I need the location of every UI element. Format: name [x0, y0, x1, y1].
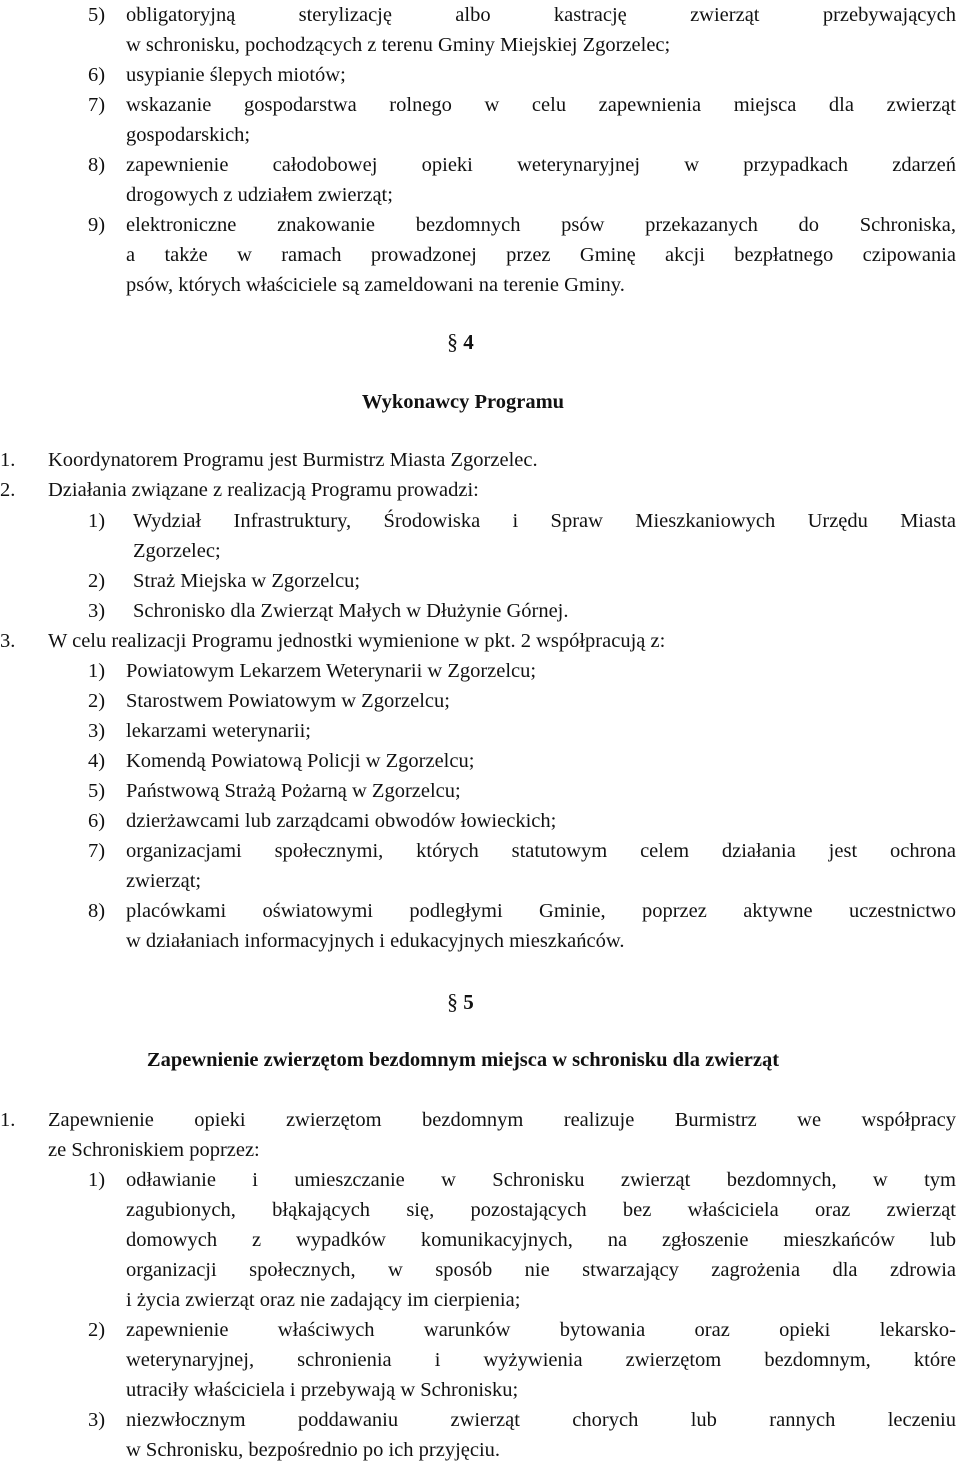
- point-text: Zapewnienie opieki zwierzętom bezdomnym realizuje Burmistrz we współpracy: [48, 1109, 956, 1131]
- section-number: [447, 987, 474, 1017]
- point-number: 2.: [0, 479, 16, 501]
- sub-item-number: 8): [88, 900, 106, 922]
- section-number: [447, 327, 474, 357]
- sub-item-line: zapewnienie właściwych warunków bytowania oraz opieki lekarsko-: [126, 1319, 956, 1341]
- section-title: Wykonawcy Programu: [361, 391, 565, 413]
- sub-item-line: placówkami oświatowymi podległymi Gminie, poprzez aktywne uczestnictwo: [126, 900, 956, 922]
- sub-item-line: zwierząt;: [126, 870, 202, 892]
- sub-item-number: 3): [88, 1409, 106, 1431]
- list-item-line: wskazanie gospodarstwa rolnego w celu zapewnienia miejsca dla zwierząt: [126, 94, 956, 116]
- sub-item-line: Wydział Infrastruktury, Środowiska i Spraw Mieszkaniowych Urzędu Miasta: [133, 510, 956, 532]
- list-item-line: w schronisku, pochodzących z terenu Gminy Miejskiej Zgorzelec;: [126, 34, 671, 56]
- section-symbol: §: [447, 329, 458, 354]
- sub-item-number: 6): [88, 810, 106, 832]
- list-item-line: elektroniczne znakowanie bezdomnych psów przekazanych do Schroniska,: [126, 214, 956, 236]
- point-text: Działania związane z realizacją Programu prowadzi:: [48, 479, 479, 501]
- sub-item-number: 5): [88, 780, 106, 802]
- sub-item-line: Starostwem Powiatowym w Zgorzelcu;: [126, 690, 450, 712]
- section-title: Zapewnienie zwierzętom bezdomnym miejsca w schronisku dla zwierząt: [146, 1049, 780, 1071]
- sub-item-line: weterynaryjnej, schronienia i wyżywienia zwierzętom bezdomnym, które: [126, 1349, 956, 1371]
- sub-item-line: utraciły właściciela i przebywają w Schronisku;: [126, 1379, 519, 1401]
- sub-item-number: 1): [88, 510, 106, 532]
- list-item-line: a także w ramach prowadzonej przez Gminę akcji bezpłatnego czipowania: [126, 244, 956, 266]
- sub-item-line: lekarzami weterynarii;: [126, 720, 311, 742]
- sub-item-number: 2): [88, 690, 106, 712]
- section-number-value: 4: [463, 330, 474, 354]
- sub-item-number: 3): [88, 720, 106, 742]
- sub-item-line: Państwową Strażą Pożarną w Zgorzelcu;: [126, 780, 461, 802]
- section-symbol: §: [447, 989, 458, 1014]
- sub-item-line: organizacjami społecznymi, których statutowym celem działania jest ochrona: [126, 840, 956, 862]
- list-item-number: 9): [88, 214, 106, 236]
- list-item-line: psów, których właściciele są zameldowani na terenie Gminy.: [126, 274, 625, 296]
- list-item-line: gospodarskich;: [126, 124, 251, 146]
- list-item-number: 8): [88, 154, 106, 176]
- point-text: W celu realizacji Programu jednostki wymienione w pkt. 2 współpracują z:: [48, 630, 666, 652]
- list-item-number: 7): [88, 94, 106, 116]
- sub-item-line: i życia zwierząt oraz nie zadający im cierpienia;: [126, 1289, 521, 1311]
- sub-item-number: 2): [88, 1319, 106, 1341]
- point-number: 1.: [0, 1109, 16, 1131]
- sub-item-number: 1): [88, 1169, 106, 1191]
- sub-item-number: 4): [88, 750, 106, 772]
- sub-item-line: dzierżawcami lub zarządcami obwodów łowieckich;: [126, 810, 557, 832]
- sub-item-number: 3): [88, 600, 106, 622]
- sub-item-number: 7): [88, 840, 106, 862]
- point-number: 1.: [0, 449, 16, 471]
- section-number-value: 5: [463, 990, 474, 1014]
- sub-item-line: organizacji społecznych, w sposób nie stwarzający zagrożenia dla zdrowia: [126, 1259, 956, 1281]
- sub-item-line: Powiatowym Lekarzem Weterynarii w Zgorzelcu;: [126, 660, 537, 682]
- sub-item-line: Schronisko dla Zwierząt Małych w Dłużynie Górnej.: [133, 600, 569, 622]
- point-number: 3.: [0, 630, 16, 652]
- sub-item-line: w działaniach informacyjnych i edukacyjnych mieszkańców.: [126, 930, 625, 952]
- list-item-line: drogowych z udziałem zwierząt;: [126, 184, 393, 206]
- sub-item-line: zagubionych, błąkających się, pozostających bez właściciela oraz zwierząt: [126, 1199, 956, 1221]
- list-item-line: obligatoryjną sterylizację albo kastrację zwierząt przebywających: [126, 4, 956, 26]
- list-item-line: zapewnienie całodobowej opieki weterynaryjnej w przypadkach zdarzeń: [126, 154, 956, 176]
- sub-item-line: domowych z wypadków komunikacyjnych, na zgłoszenie mieszkańców lub: [126, 1229, 956, 1251]
- point-text: Koordynatorem Programu jest Burmistrz Miasta Zgorzelec.: [48, 449, 538, 471]
- sub-item-line: Straż Miejska w Zgorzelcu;: [133, 570, 361, 592]
- sub-item-number: 2): [88, 570, 106, 592]
- list-item-line: usypianie ślepych miotów;: [126, 64, 346, 86]
- sub-item-line: odławianie i umieszczanie w Schronisku zwierząt bezdomnych, w tym: [126, 1169, 956, 1191]
- list-item-number: 6): [88, 64, 106, 86]
- point-text: ze Schroniskiem poprzez:: [48, 1139, 260, 1161]
- list-item-number: 5): [88, 4, 106, 26]
- sub-item-line: w Schronisku, bezpośrednio po ich przyjęciu.: [126, 1439, 501, 1461]
- sub-item-number: 1): [88, 660, 106, 682]
- sub-item-line: niezwłocznym poddawaniu zwierząt chorych lub rannych leczeniu: [126, 1409, 956, 1431]
- sub-item-line: Komendą Powiatową Policji w Zgorzelcu;: [126, 750, 475, 772]
- sub-item-line: Zgorzelec;: [133, 540, 221, 562]
